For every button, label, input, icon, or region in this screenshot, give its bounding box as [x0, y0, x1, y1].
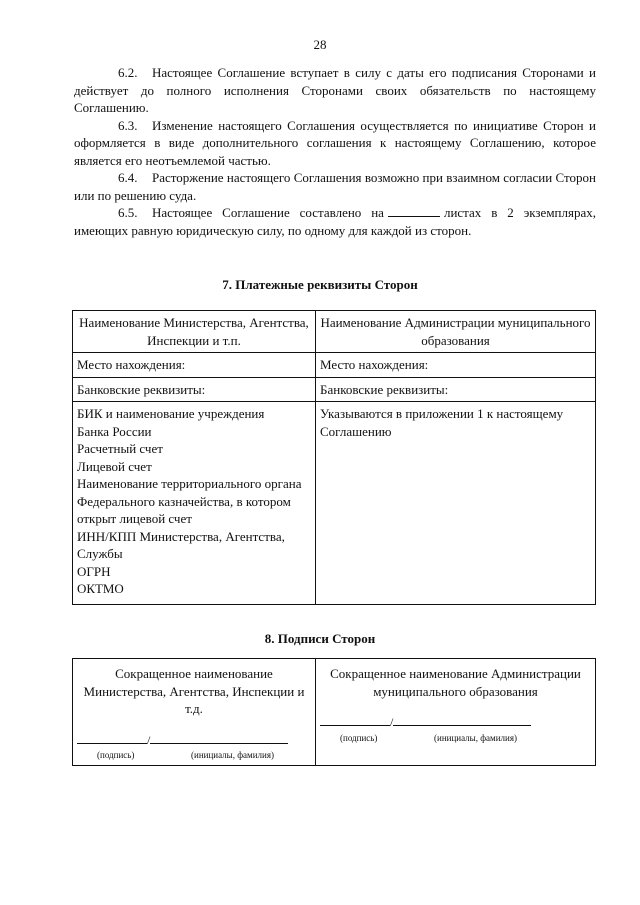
- clause-text: Настоящее Соглашение вступает в силу с даты его подписания Сторонами и действует до полного исполнения Сторонами своих обязательств по настоящему Соглашению.: [74, 65, 596, 115]
- location-right: Место нахождения:: [316, 353, 596, 378]
- signature-captions-right: [320, 733, 591, 744]
- section-8-heading: 8. Подписи Сторон: [264, 631, 376, 646]
- detail-line: ОКТМО: [77, 581, 124, 596]
- bank-left: Банковские реквизиты:: [73, 377, 316, 402]
- clause-number: 6.3.: [118, 117, 138, 133]
- detail-line: ОГРН: [77, 563, 111, 579]
- caption-name: (инициалы, фамилия): [434, 732, 517, 743]
- ministry-name-header: Наименование Министерства, Агентства, Инспекции и т.п.: [73, 311, 316, 353]
- details-row: [73, 402, 596, 605]
- clause-number: 6.5.: [118, 205, 138, 220]
- slash: /: [390, 715, 394, 729]
- signatures-table: [72, 658, 596, 766]
- clause-number: 6.4.: [118, 170, 138, 185]
- table-header-row: [73, 311, 596, 353]
- signature-right: [316, 659, 596, 766]
- signature-captions-left: [77, 750, 311, 761]
- signature-blank: [320, 715, 390, 726]
- clause-6-5: [74, 204, 596, 239]
- clause-text: Расторжение настоящего Соглашения возможно при взаимном согласии Сторон или по решению суда.: [74, 170, 596, 203]
- caption-signature: (подпись): [340, 732, 378, 743]
- details-right: Указываются в приложении 1 к настоящему Соглашению: [316, 402, 596, 605]
- signature-line-right: [320, 714, 591, 732]
- detail-line: Лицевой счет: [77, 458, 152, 474]
- bank-right: Банковские реквизиты:: [316, 377, 596, 402]
- signature-left: [73, 659, 316, 766]
- slash: /: [147, 732, 151, 747]
- administration-name-header: Наименование Администрации муниципального образования: [316, 311, 596, 353]
- caption-name: (инициалы, фамилия): [191, 750, 274, 760]
- clause-number: 6.2.: [118, 65, 138, 80]
- detail-line: ИНН/КПП Министерства, Агентства, Службы: [77, 528, 285, 561]
- payment-details-table: [72, 310, 596, 605]
- detail-line: БИК и наименование учреждения: [77, 406, 265, 421]
- agreement-clauses: [74, 64, 596, 239]
- administration-short-name: Сокращенное наименование Администрации муниципального образования: [330, 666, 581, 699]
- signature-line-left: [77, 732, 311, 750]
- clause-6-4: [74, 169, 596, 204]
- section-7-heading: 7. Платежные реквизиты Сторон: [222, 277, 418, 292]
- bank-row: [73, 377, 596, 402]
- location-row: [73, 353, 596, 378]
- sheet-count-blank: [388, 205, 440, 217]
- signature-blank: [77, 733, 147, 744]
- clause-text: Изменение настоящего Соглашения осуществляется по инициативе Сторон и оформляется в виде дополнительного соглашения к настоящему Соглашению, которое является его неотъемлемой частью.: [74, 117, 596, 168]
- clause-text-before-blank: Настоящее Соглашение составлено на: [152, 205, 384, 220]
- detail-line: Расчетный счет: [77, 441, 163, 456]
- caption-signature: (подпись): [97, 750, 135, 760]
- ministry-short-name: Сокращенное наименование Министерства, Агентства, Инспекции и т.д.: [83, 666, 305, 716]
- name-blank: [150, 733, 288, 744]
- name-blank: [393, 715, 531, 726]
- page-number: 28: [313, 37, 327, 52]
- detail-line: Банка России: [77, 423, 152, 439]
- clause-6-3: [74, 117, 596, 170]
- detail-line: Наименование территориального органа Федерального казначейства, в котором открыт лицевой счет: [77, 476, 302, 526]
- details-left: [73, 402, 316, 605]
- location-left: Место нахождения:: [73, 353, 316, 378]
- clause-text-after-blank: листах в 2 экземплярах, имеющих равную юридическую силу, по одному для каждой из сторон.: [74, 205, 596, 238]
- signature-row: [73, 659, 596, 766]
- clause-6-2: [74, 64, 596, 117]
